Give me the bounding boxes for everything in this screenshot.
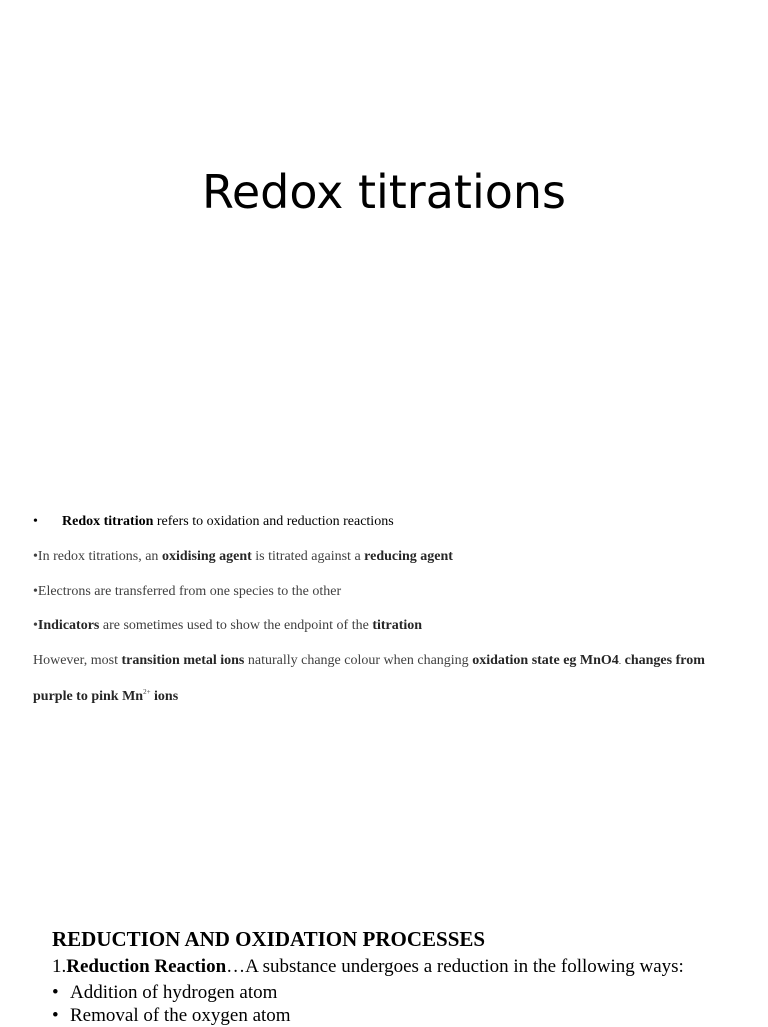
text: naturally change colour when changing [244, 653, 473, 668]
bullet-icon: • [52, 982, 59, 1003]
term-changes-from: changes from [621, 653, 705, 668]
list-number: 1. [52, 956, 67, 977]
text: However, most [33, 653, 122, 668]
charge-superscript: 2+ [143, 688, 151, 696]
paragraph-transition-metals [33, 653, 705, 669]
charge-subscript: - [618, 659, 622, 667]
bullet-indicators [33, 618, 422, 634]
redox-processes-section [52, 926, 752, 1027]
term-reducing-agent: reducing agent [364, 549, 453, 564]
paragraph-continuation [33, 688, 178, 705]
bullet-icon: • [52, 1005, 59, 1026]
section-heading: REDUCTION AND OXIDATION PROCESSES [52, 927, 486, 951]
bullet-oxidising-agent [33, 549, 453, 565]
term-oxidation-state: oxidation state eg MnO4 [472, 653, 619, 668]
bullet-redox-titration [33, 514, 394, 530]
term-indicators: Indicators [37, 618, 100, 633]
term-transition-metal-ions: transition metal ions [121, 653, 245, 668]
list-item-text: Addition of hydrogen atom [70, 982, 278, 1003]
slide-title: Redox titrations [201, 165, 566, 219]
term-reduction-reaction: Reduction Reaction [66, 956, 227, 977]
term-purple-to-pink: purple to pink Mn [33, 689, 144, 704]
term-ions: ions [150, 689, 179, 704]
text: In redox titrations, an [37, 549, 162, 564]
bullet-icon: • [33, 584, 38, 599]
term-redox-titration: Redox titration [62, 514, 154, 529]
text: refers to oxidation and reduction reactions [153, 514, 394, 529]
term-oxidising-agent: oxidising agent [161, 549, 252, 564]
list-item [52, 981, 752, 1004]
text: …A substance undergoes a reduction in the following ways: [226, 956, 684, 977]
bullet-icon: • [33, 514, 38, 529]
term-titration: titration [372, 618, 423, 633]
bullet-icon: • [33, 549, 38, 564]
reduction-reaction-line [52, 953, 752, 981]
bullet-icon: • [33, 618, 38, 633]
list-item-text: Removal of the oxygen atom [70, 1005, 291, 1026]
text: Electrons are transferred from one species to the other [37, 584, 342, 599]
bullet-electrons [33, 584, 341, 600]
text: is titrated against a [251, 549, 365, 564]
text: are sometimes used to show the endpoint of the [99, 618, 373, 633]
